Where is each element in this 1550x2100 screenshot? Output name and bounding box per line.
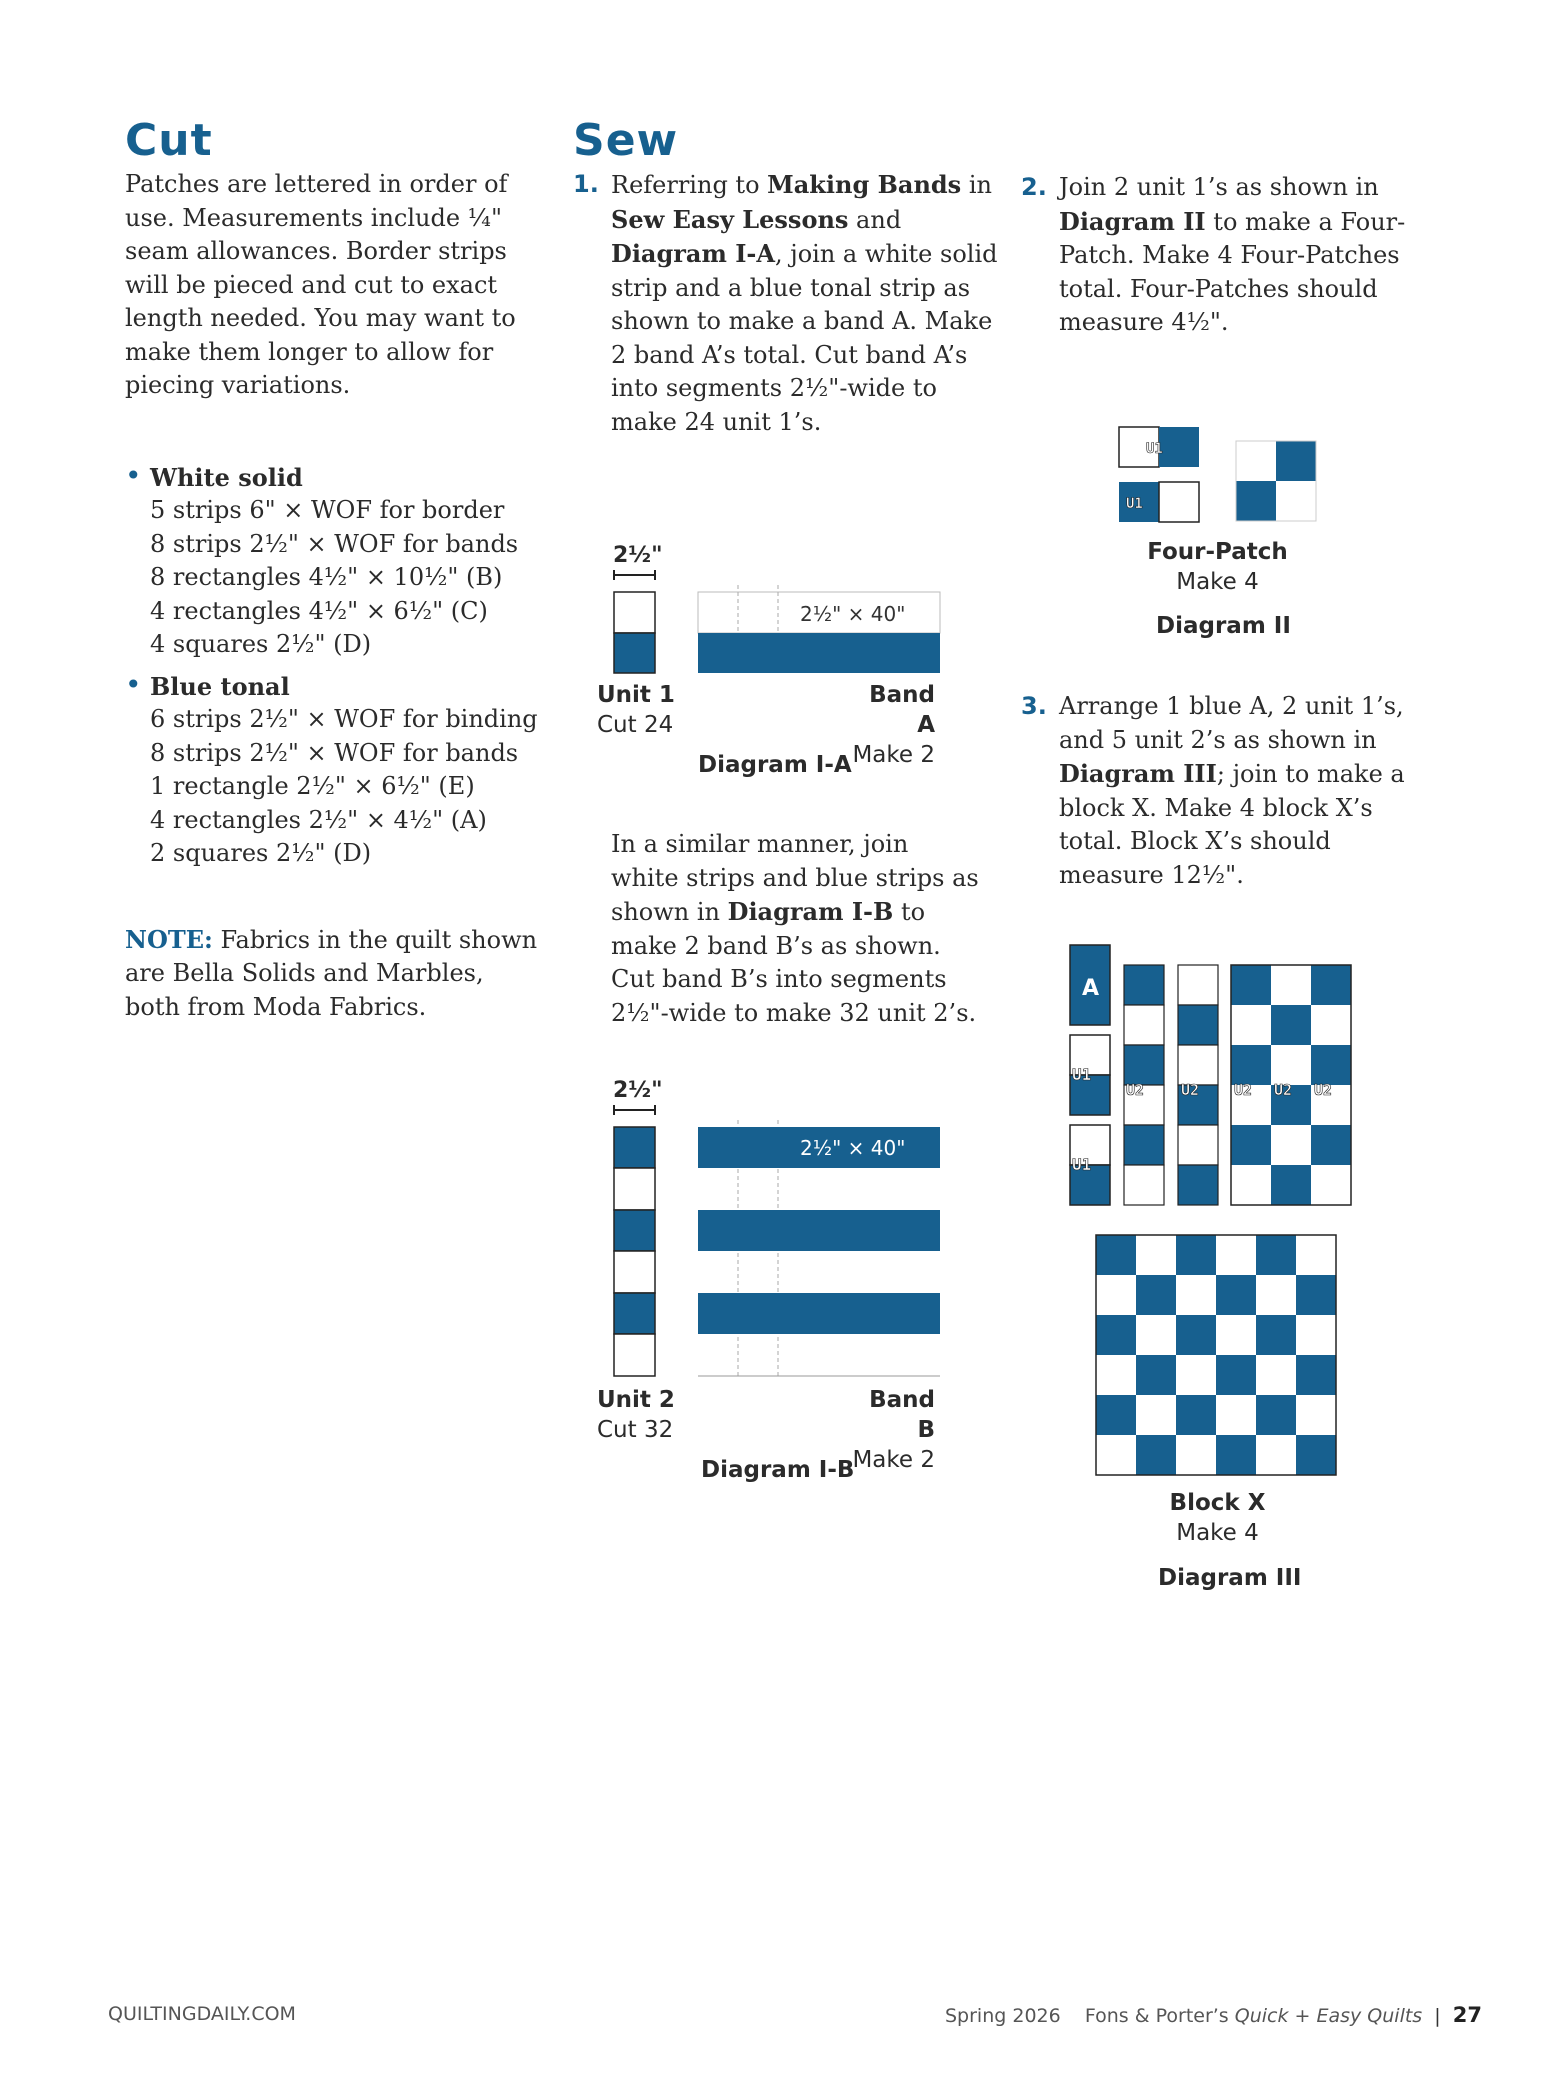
unit1-blue-patch bbox=[614, 633, 655, 673]
patch-blue bbox=[1216, 1435, 1256, 1475]
patch-white bbox=[1136, 1395, 1176, 1435]
patch-white bbox=[1096, 1275, 1136, 1315]
patch-white bbox=[1216, 1235, 1256, 1275]
cut-column bbox=[125, 115, 545, 1024]
four-patch-blue bbox=[1276, 441, 1316, 481]
cut-line: 5 strips 6" × WOF for border bbox=[150, 496, 505, 524]
band-b-blue-strip bbox=[698, 1293, 940, 1334]
patch-white bbox=[1178, 965, 1218, 1005]
patch-blue bbox=[1136, 1275, 1176, 1315]
patch-blue bbox=[1124, 965, 1164, 1005]
unit2-white-patch bbox=[614, 1334, 655, 1376]
u2-tag: U2 bbox=[1126, 1081, 1145, 1099]
patch-white bbox=[1311, 1005, 1351, 1045]
step-text: In a similar manner, join white strips and blue strips as shown in bbox=[611, 830, 979, 926]
fabric-list bbox=[125, 461, 545, 871]
unit1-white-patch bbox=[614, 592, 655, 633]
unit2-white-patch bbox=[614, 1168, 655, 1210]
patch-white bbox=[1178, 1045, 1218, 1085]
unit-count: Cut 24 bbox=[597, 712, 674, 738]
step-number: 3. bbox=[1021, 692, 1047, 720]
patch-white bbox=[1096, 1435, 1136, 1475]
patch-white bbox=[1136, 1315, 1176, 1355]
patch-white bbox=[1296, 1315, 1336, 1355]
patch-blue bbox=[1296, 1435, 1336, 1475]
band-count: Make 2 bbox=[852, 742, 935, 768]
step-text: and bbox=[848, 205, 902, 234]
unit-name: Unit 1 bbox=[597, 682, 675, 708]
cut-line: 4 squares 2½" (D) bbox=[150, 630, 372, 658]
patch-blue bbox=[1136, 1355, 1176, 1395]
cut-line: 8 strips 2½" × WOF for bands bbox=[150, 529, 519, 558]
patch-white bbox=[1271, 965, 1311, 1005]
band-name: Band B bbox=[869, 1387, 935, 1443]
u2-tag: U2 bbox=[1234, 1081, 1253, 1099]
block-x-name: Block X bbox=[1169, 1490, 1266, 1516]
u1-tag: U1 bbox=[1072, 1155, 1092, 1174]
four-patch-blue bbox=[1159, 427, 1199, 467]
u2-tag: U2 bbox=[1314, 1081, 1333, 1099]
cut-intro: Patches are lettered in order of use. Measurements include ¼" seam allowances. Border strips will be pieced and cut to exact length needed. You may want to make them longer to allow for piecing variations. bbox=[125, 170, 516, 399]
diagram-1b bbox=[600, 1075, 960, 1385]
u1-tag: U1 bbox=[1072, 1065, 1092, 1084]
patch-white bbox=[1176, 1275, 1216, 1315]
unit2-blue-patch bbox=[614, 1127, 655, 1168]
patch-white bbox=[1096, 1355, 1136, 1395]
patch-white bbox=[1136, 1235, 1176, 1275]
u2-tag: U2 bbox=[1181, 1081, 1200, 1099]
diagram-1a bbox=[600, 540, 960, 680]
strip-size-label: 2½" × 40" bbox=[800, 602, 906, 626]
patch-blue bbox=[1311, 1045, 1351, 1085]
unit-tag: U1 bbox=[1126, 496, 1143, 512]
patch-white bbox=[1256, 1435, 1296, 1475]
step-text: in bbox=[961, 171, 992, 199]
patch-blue bbox=[1296, 1355, 1336, 1395]
patch-white bbox=[1296, 1235, 1336, 1275]
patch-blue bbox=[1124, 1125, 1164, 1165]
cut-line: 1 rectangle 2½" × 6½" (E) bbox=[150, 772, 475, 800]
block-x bbox=[1096, 1235, 1336, 1475]
cut-line: 6 strips 2½" × WOF for binding bbox=[150, 705, 538, 733]
band-a-label bbox=[847, 680, 935, 770]
dimension-label: 2½" bbox=[613, 543, 663, 568]
step-1 bbox=[573, 168, 1001, 439]
note-text: Fabrics in the quilt shown are Bella Solids and Marbles, both from Moda Fabrics. bbox=[125, 925, 538, 1021]
footer-site: QUILTINGDAILY.COM bbox=[108, 2003, 296, 2025]
patch-white bbox=[1216, 1315, 1256, 1355]
footer-issue-date: Spring 2026 bbox=[945, 2005, 1061, 2027]
unit-name: Unit 2 bbox=[597, 1387, 675, 1413]
patch-blue bbox=[1176, 1395, 1216, 1435]
patch-white bbox=[1231, 1165, 1271, 1205]
diagram-1b-title: Diagram I-B bbox=[701, 1457, 855, 1483]
patch-blue bbox=[1096, 1235, 1136, 1275]
patch-blue bbox=[1178, 1165, 1218, 1205]
patch-blue bbox=[1271, 1005, 1311, 1045]
patch-blue bbox=[1256, 1235, 1296, 1275]
unit-tag: U1 bbox=[1146, 441, 1163, 457]
step-3 bbox=[1021, 690, 1439, 892]
patch-blue bbox=[1216, 1355, 1256, 1395]
patch-blue bbox=[1231, 1125, 1271, 1165]
patch-blue bbox=[1176, 1235, 1216, 1275]
step-emphasis: Diagram II bbox=[1059, 206, 1206, 236]
patch-blue bbox=[1256, 1315, 1296, 1355]
patch-blue bbox=[1176, 1315, 1216, 1355]
band-b-label bbox=[847, 1385, 935, 1475]
unit2-blue-patch bbox=[614, 1210, 655, 1251]
dimension-label: 2½" bbox=[613, 1078, 663, 1103]
sew-heading: Sew bbox=[573, 115, 679, 166]
step-emphasis: Making Bands bbox=[767, 170, 962, 199]
diagram-1a-title: Diagram I-A bbox=[698, 752, 852, 778]
unit2-white-patch bbox=[614, 1251, 655, 1293]
step-number: 2. bbox=[1021, 173, 1047, 201]
patch-blue bbox=[1096, 1395, 1136, 1435]
sew-column bbox=[573, 115, 998, 439]
step-emphasis: Diagram III bbox=[1059, 759, 1217, 788]
unit2-blue-patch bbox=[614, 1293, 655, 1334]
patch-blue bbox=[1296, 1275, 1336, 1315]
four-patch-label bbox=[1120, 537, 1315, 597]
diagram-3-title: Diagram III bbox=[1158, 1565, 1302, 1591]
unit-count: Cut 32 bbox=[597, 1417, 674, 1443]
fabric-group-title: • Blue tonal bbox=[150, 671, 290, 701]
four-patch-white bbox=[1159, 482, 1199, 522]
band-a-blue-strip bbox=[698, 633, 940, 673]
patch-white bbox=[1124, 1005, 1164, 1045]
four-patch-white bbox=[1236, 441, 1276, 481]
footer-magazine: Fons & Porter’s bbox=[1084, 2005, 1235, 2027]
step-text: to make a Four-Patch. Make 4 Four-Patches total. Four-Patches should measure 4½". bbox=[1059, 207, 1406, 336]
patch-white bbox=[1311, 1165, 1351, 1205]
step-text: Arrange 1 blue A, 2 unit 1’s, and 5 unit 2’s as shown in bbox=[1059, 692, 1404, 754]
step-text: Referring to bbox=[611, 171, 768, 199]
page-number: 27 bbox=[1452, 2003, 1483, 2027]
a-tag: A bbox=[1082, 976, 1100, 1001]
patch-blue bbox=[1311, 965, 1351, 1005]
band-name: Band A bbox=[869, 682, 935, 738]
step-emphasis: Sew Easy Lessons bbox=[611, 204, 849, 234]
patch-white bbox=[1176, 1355, 1216, 1395]
patch-white bbox=[1124, 1165, 1164, 1205]
patch-blue bbox=[1311, 1125, 1351, 1165]
unit2-label bbox=[597, 1385, 675, 1445]
patch-blue bbox=[1178, 1005, 1218, 1045]
four-patch-blue bbox=[1236, 481, 1276, 521]
fabric-group-white bbox=[125, 461, 545, 662]
step-text: , join a white solid strip and a blue tonal strip as shown to make a band A. Make 2 band A’s total. Cut band A’s into segments 2½"-wide to make 24 unit 1’s. bbox=[611, 240, 998, 436]
block-x-count: Make 4 bbox=[1176, 1520, 1259, 1546]
strip-size-label: 2½" × 40" bbox=[800, 1136, 906, 1160]
fabric-note bbox=[125, 923, 545, 1025]
step-text: ; join to make a block X. Make 4 block X’s total. Block X’s should measure 12½". bbox=[1059, 760, 1405, 889]
patch-white bbox=[1296, 1395, 1336, 1435]
band-b-blue-strip bbox=[698, 1210, 940, 1251]
patch-blue bbox=[1216, 1275, 1256, 1315]
patch-white bbox=[1271, 1125, 1311, 1165]
four-patch-name: Four-Patch bbox=[1147, 539, 1288, 565]
cut-heading: Cut bbox=[125, 115, 213, 166]
diagram-2 bbox=[1118, 425, 1338, 525]
step-1-continued bbox=[611, 828, 981, 1030]
cut-line: 8 strips 2½" × WOF for bands bbox=[150, 738, 519, 767]
diagram-3 bbox=[1068, 945, 1358, 1485]
cut-line: 4 rectangles 2½" × 4½" (A) bbox=[150, 805, 487, 834]
four-patch-white bbox=[1276, 481, 1316, 521]
four-patch-count: Make 4 bbox=[1176, 569, 1259, 595]
patch-white bbox=[1271, 1045, 1311, 1085]
band-count: Make 2 bbox=[852, 1447, 935, 1473]
patch-white bbox=[1256, 1355, 1296, 1395]
step-number: 1. bbox=[573, 170, 599, 198]
step-2 bbox=[1021, 171, 1439, 340]
patch-white bbox=[1178, 1125, 1218, 1165]
footer-divider: | bbox=[1428, 2005, 1447, 2027]
step-emphasis: Diagram I-B bbox=[727, 897, 894, 926]
fabric-group-blue bbox=[125, 670, 545, 871]
patch-white bbox=[1176, 1435, 1216, 1475]
cut-line: 8 rectangles 4½" × 10½" (B) bbox=[150, 563, 503, 591]
patch-blue bbox=[1256, 1395, 1296, 1435]
step-emphasis: Diagram I-A bbox=[611, 239, 776, 268]
block-x-label bbox=[1120, 1488, 1315, 1548]
patch-blue bbox=[1271, 1165, 1311, 1205]
fabric-group-title: • White solid bbox=[150, 462, 303, 492]
patch-white bbox=[1256, 1275, 1296, 1315]
footer-issue bbox=[945, 2003, 1482, 2100]
patch-blue bbox=[1231, 1045, 1271, 1085]
unit1-label bbox=[597, 680, 675, 740]
step-text: to make 2 band B’s as shown. Cut band B’s into segments 2½"-wide to make 32 unit 2’s. bbox=[611, 898, 977, 1027]
patch-blue bbox=[1124, 1045, 1164, 1085]
patch-blue bbox=[1096, 1315, 1136, 1355]
patch-white bbox=[1216, 1395, 1256, 1435]
cut-line: 4 rectangles 4½" × 6½" (C) bbox=[150, 596, 488, 625]
cut-line: 2 squares 2½" (D) bbox=[150, 839, 372, 867]
diagram-2-title: Diagram II bbox=[1156, 613, 1291, 639]
note-label: NOTE: bbox=[125, 924, 213, 954]
step-text: Join 2 unit 1’s as shown in bbox=[1059, 173, 1379, 201]
patch-blue bbox=[1231, 965, 1271, 1005]
patch-white bbox=[1231, 1005, 1271, 1045]
patch-blue bbox=[1136, 1435, 1176, 1475]
footer-magazine-italic: Quick + Easy Quilts bbox=[1234, 2005, 1423, 2027]
u2-tag: U2 bbox=[1274, 1081, 1293, 1099]
